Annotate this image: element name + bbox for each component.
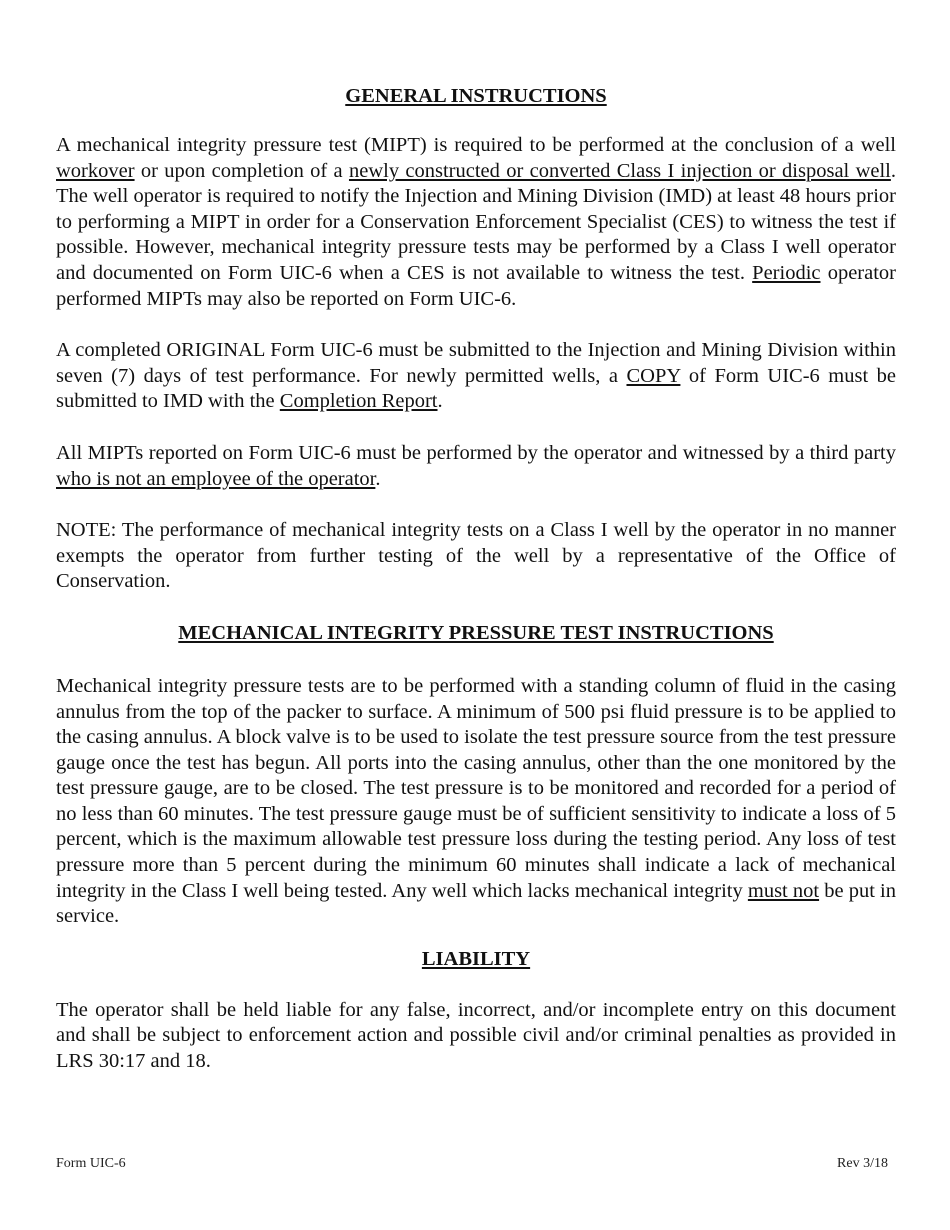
submission-paragraph <box>56 338 896 415</box>
general-instructions-heading: GENERAL INSTRUCTIONS <box>345 85 607 107</box>
text-run: operator performed MIPTs may also be reported on Form UIC-6. <box>56 261 896 310</box>
underlined-text: workover <box>56 159 135 182</box>
underlined-text: must not <box>747 879 820 902</box>
underlined-text: newly constructed or converted Class I injection or disposal well <box>348 159 891 182</box>
test-procedure-paragraph <box>56 674 896 930</box>
mipt-requirement-paragraph <box>56 133 896 312</box>
underlined-text: Completion Report <box>279 390 438 413</box>
text-run: A mechanical integrity pressure test (MIPT) is required to be performed at the conclusion of a well <box>56 134 896 156</box>
underlined-text: who is not an employee of the operator <box>56 467 376 490</box>
text-run: . The well operator is required to notify the Injection and Mining Division (IMD) at least 48 hours prior to performing a MIPT in order for a Conservation Enforcement Specialist (CES) to witness the test if possible. However, mechanical integrity pressure tests may be performed by a Class I well operator and documented on Form UIC-6 when a CES is not available to witness the test. <box>56 159 896 284</box>
text-run: A completed ORIGINAL Form UIC-6 must be submitted to the Injection and Mining Division within seven (7) days of test performance. For newly permitted wells, a <box>56 339 896 387</box>
mipt-instructions-heading: MECHANICAL INTEGRITY PRESSURE TEST INSTRUCTIONS <box>178 621 774 644</box>
liability-heading: LIABILITY <box>421 947 531 970</box>
underlined-text: Periodic <box>752 261 821 284</box>
witness-paragraph <box>56 441 896 492</box>
revision-footer: Rev 3/18 <box>837 1156 888 1171</box>
liability-paragraph: The operator shall be held liable for any false, incorrect, and/or incomplete entry on this document and shall be subject to enforcement action and possible civil and/or criminal penalties as provided in LRS 30:17 and 18. <box>56 998 896 1073</box>
text-run: of Form UIC-6 must be submitted to IMD with the <box>56 364 896 413</box>
text-run: All MIPTs reported on Form UIC-6 must be performed by the operator and witnessed by a third party <box>56 441 896 464</box>
text-run: . <box>375 467 381 490</box>
underlined-text: COPY <box>626 364 681 387</box>
text-run: be put in service. <box>56 879 896 928</box>
text-run: . <box>437 390 443 413</box>
note-paragraph: NOTE: The performance of mechanical integrity tests on a Class I well by the operator in no manner exempts the operator from further testing of the well by a representative of the Office of Conservation. <box>56 519 896 593</box>
instructions-page <box>56 80 896 1075</box>
form-id-footer: Form UIC-6 <box>56 1156 126 1171</box>
text-run: Mechanical integrity pressure tests are to be performed with a standing column of fluid in the casing annulus from the top of the packer to surface. A minimum of 500 psi fluid pressure is to be applied to the casing annulus. A block valve is to be used to isolate the test pressure source from the test pressure gauge once the test has begun. All ports into the casing annulus, other than the one monitored by the test pressure gauge, are to be closed. The test pressure is to be monitored and recorded for a period of no less than 60 minutes. The test pressure gauge must be of sufficient sensitivity to indicate a loss of 5 percent, which is the maximum allowable test pressure loss during the testing period. Any loss of test pressure more than 5 percent during the minimum 60 minutes shall indicate a lack of mechanical integrity in the Class I well being tested. Any well which lacks mechanical integrity <box>56 674 896 902</box>
text-run: or upon completion of a <box>134 159 349 182</box>
